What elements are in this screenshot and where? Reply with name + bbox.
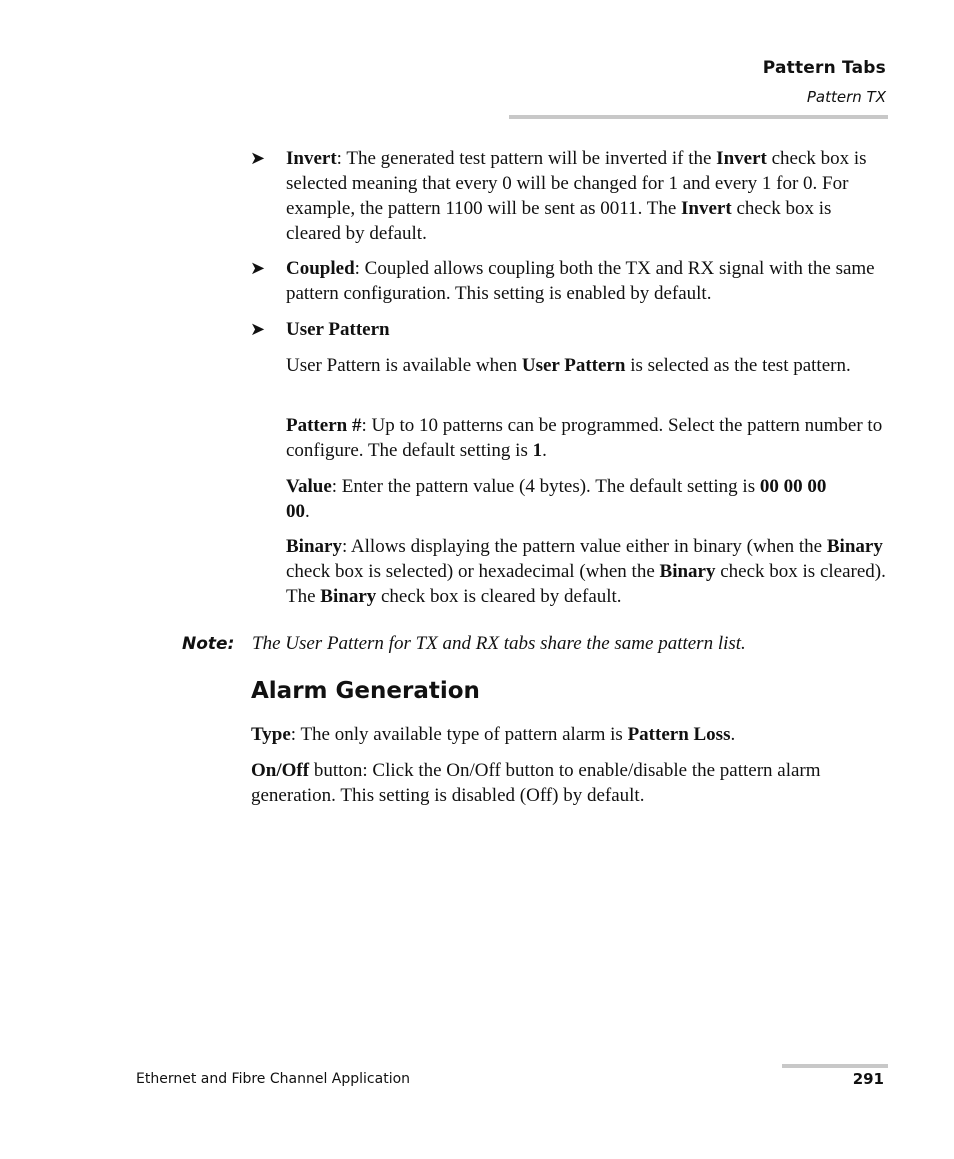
header-divider: [509, 115, 888, 119]
bullet-coupled: [250, 256, 890, 306]
page-number: 291: [852, 1070, 884, 1088]
bullet-invert: [250, 146, 890, 246]
arrowhead-bullet-icon: ➤: [250, 258, 266, 279]
alarm-onoff-description: On/Off button: Click the On/Off button to enable/disable the pattern alarm generation. This setting is disabled (Off) by default.: [251, 760, 821, 806]
running-header-title: Pattern Tabs: [762, 58, 886, 78]
footer-divider: [782, 1064, 888, 1068]
arrowhead-bullet-icon: ➤: [250, 319, 266, 340]
bullet-invert-text: Invert: The generated test pattern will be inverted if the Invert check box is selected meaning that every 0 will be changed for 1 and every 1 for 0. For example, the pattern 1100 will be sent as 0011. The Invert check box is cleared by default.: [286, 148, 867, 244]
note-text: The User Pattern for TX and RX tabs share the same pattern list.: [252, 633, 746, 654]
bullet-user-pattern-text: User Pattern: [286, 319, 390, 340]
note-label: Note:: [182, 634, 235, 654]
footer-document-title: Ethernet and Fibre Channel Application: [136, 1071, 411, 1087]
pattern-number-description: Pattern #: Up to 10 patterns can be programmed. Select the pattern number to configure. The default setting is 1.: [286, 415, 883, 461]
section-heading-alarm-generation: Alarm Generation: [251, 678, 480, 704]
binary-description: Binary: Allows displaying the pattern value either in binary (when the Binary check box is selected) or hexadecimal (when the Binary check box is cleared). The Binary check box is cleared by default.: [286, 536, 886, 607]
bullet-coupled-text: Coupled: Coupled allows coupling both the TX and RX signal with the same pattern configuration. This setting is enabled by default.: [286, 258, 875, 304]
note: [182, 631, 892, 657]
user-pattern-intro: User Pattern is available when User Pattern is selected as the test pattern.: [286, 355, 851, 376]
bullet-user-pattern: [250, 317, 890, 342]
running-header-subtitle: Pattern TX: [806, 88, 886, 106]
alarm-type-description: Type: The only available type of pattern alarm is Pattern Loss.: [251, 724, 736, 745]
arrowhead-bullet-icon: ➤: [250, 148, 266, 169]
value-description: Value: Enter the pattern value (4 bytes). The default setting is 00 00 00 00.: [286, 476, 827, 522]
